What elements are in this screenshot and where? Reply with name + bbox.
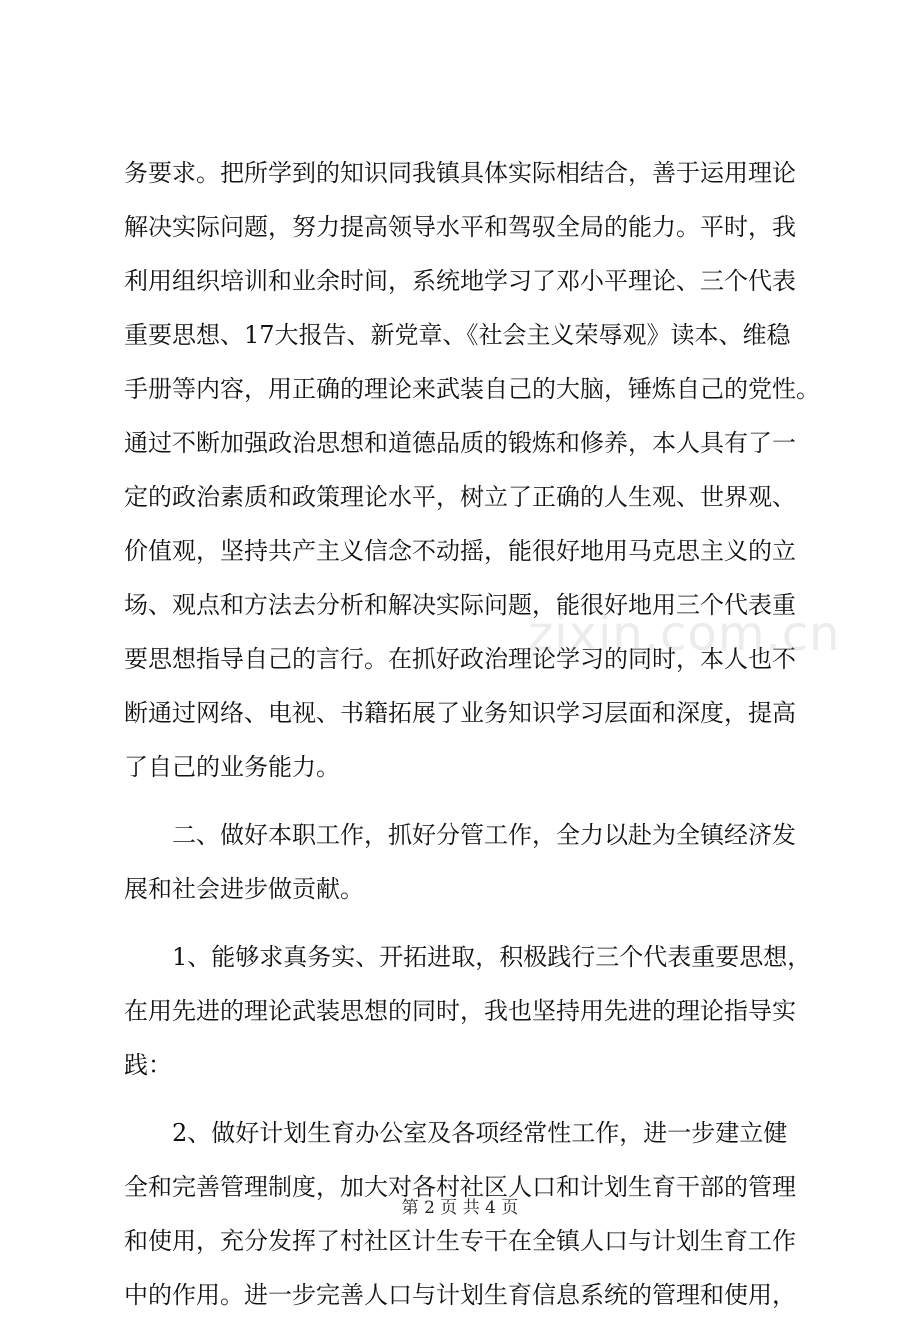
section-heading: 二、做好本职工作，抓好分管工作，全力以赴为全镇经济发 bbox=[172, 821, 796, 849]
text-line: 断通过网络、电视、书籍拓展了业务知识学习层面和深度，提高 bbox=[124, 699, 796, 727]
text-line: 利用组织培训和业余时间，系统地学习了邓小平理论、三个代表 bbox=[124, 267, 796, 295]
watermark: zixin.com.cn bbox=[528, 606, 841, 662]
text-line: 价值观，坚持共产主义信念不动摇，能很好地用马克思主义的立 bbox=[124, 537, 796, 565]
text-line: 务要求。把所学到的知识同我镇具体实际相结合，善于运用理论 bbox=[124, 159, 796, 187]
text-line: 全和完善管理制度，加大对各村社区人口和计划生育干部的管理 bbox=[124, 1173, 796, 1201]
text-line: 解决实际问题，努力提高领导水平和驾驭全局的能力。平时，我 bbox=[124, 213, 796, 241]
text-line: 手册等内容，用正确的理论来武装自己的大脑，锤炼自己的党性。 bbox=[124, 375, 820, 403]
list-item-start: 2、做好计划生育办公室及各项经常性工作，进一步建立健 bbox=[172, 1119, 788, 1147]
text-line: 定的政治素质和政策理论水平，树立了正确的人生观、世界观、 bbox=[124, 483, 796, 511]
text-line: 了自己的业务能力。 bbox=[124, 753, 340, 781]
text-line: 通过不断加强政治思想和道德品质的锻炼和修养，本人具有了一 bbox=[124, 429, 796, 457]
text-line: 要思想指导自己的言行。在抓好政治理论学习的同时，本人也不 bbox=[124, 645, 796, 673]
page-number-footer: 第 2 页 共 4 页 bbox=[401, 1198, 519, 1218]
text-line: 和使用，充分发挥了村社区计生专干在全镇人口与计划生育工作 bbox=[124, 1227, 796, 1255]
text-line: 场、观点和方法去分析和解决实际问题，能很好地用三个代表重 bbox=[124, 591, 796, 619]
text-line: 在用先进的理论武装思想的同时，我也坚持用先进的理论指导实 bbox=[124, 997, 796, 1025]
list-item-start: 1、能够求真务实、开拓进取，积极践行三个代表重要思想， bbox=[172, 943, 812, 971]
text-line: 重要思想、17大报告、新党章、《社会主义荣辱观》读本、维稳 bbox=[124, 321, 791, 349]
text-line: 中的作用。进一步完善人口与计划生育信息系统的管理和使用， bbox=[124, 1281, 796, 1309]
text-line: 展和社会进步做贡献。 bbox=[124, 875, 364, 903]
text-line: 践： bbox=[124, 1051, 172, 1079]
body-text bbox=[124, 146, 824, 1322]
